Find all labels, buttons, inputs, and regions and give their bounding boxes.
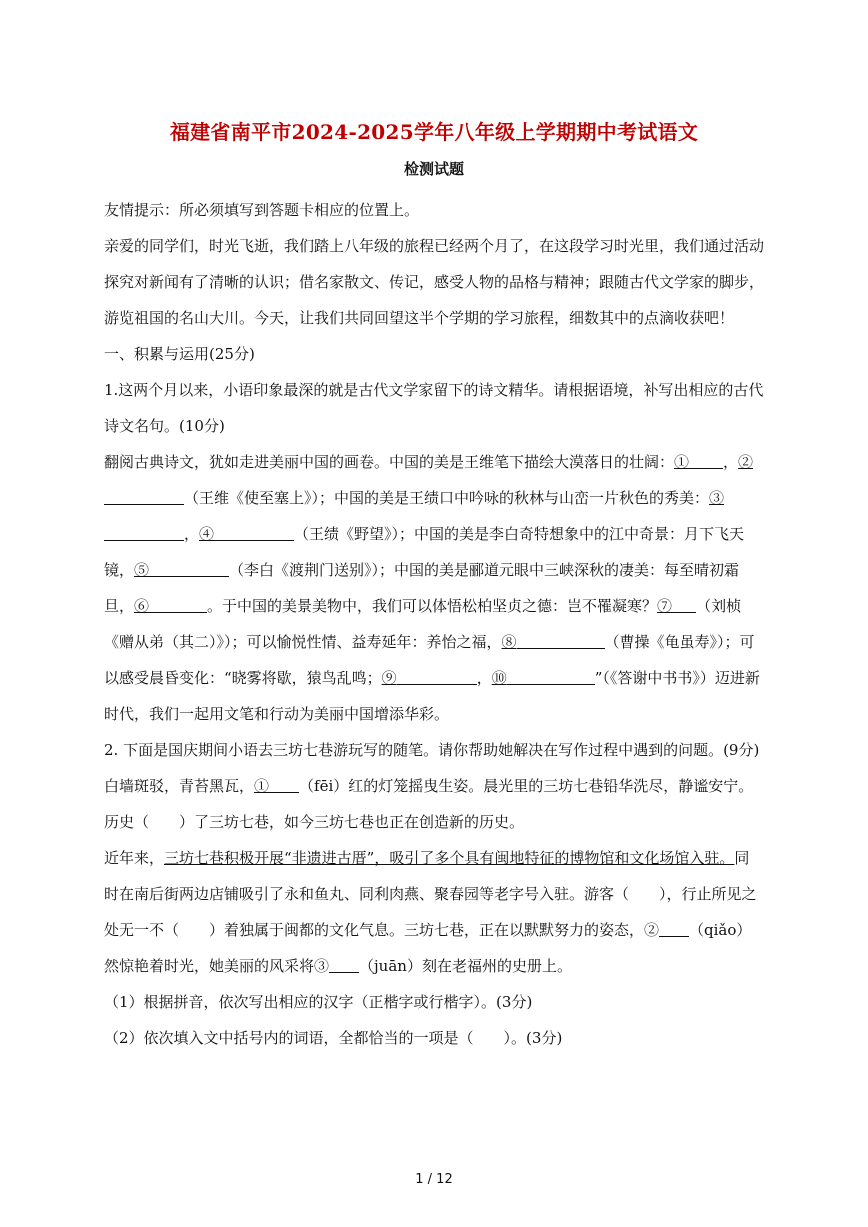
blank-10-marker: ⑩ xyxy=(491,669,507,687)
blank-4[interactable] xyxy=(214,522,294,541)
blank-7[interactable] xyxy=(672,594,696,613)
blank-3[interactable] xyxy=(104,522,184,541)
document-body xyxy=(104,192,764,1056)
sub-question-1: （1）根据拼音，依次写出相应的汉字（正楷字或行楷字）。(3分) xyxy=(104,993,533,1011)
blank-2-marker: ② xyxy=(738,453,754,471)
pinyin-blank-3-marker: ③ xyxy=(314,957,330,975)
section-heading: 一、积累与运用(25分) xyxy=(104,345,255,363)
document-subtitle: 检测试题 xyxy=(403,160,464,178)
pinyin-blank-1[interactable] xyxy=(269,774,299,793)
question-2-paragraph-2: 近年来，三坊七巷积极开展“非遗进古厝”，吸引了多个具有闽地特征的博物馆和文化场馆入驻。同时在南后街两边店铺吸引了永和鱼丸、同利肉燕、聚春园等老字号入驻。游客（ ），行止所见之处无一不（ ）着独属于闽都的文化气息。三坊七巷，正在以默默努力的姿态，② （qiǎo）然惊艳着时光，她美丽的风采将③ （juān）刻在老福州的史册上。 xyxy=(104,849,757,975)
intro-paragraph: 亲爱的同学们，时光飞逝，我们踏上八年级的旅程已经两个月了，在这段学习时光里，我们通过活动探究对新闻有了清晰的认识；借名家散文、传记，感受人物的品格与精神；跟随古代文学家的脚步，游览祖国的名山大川。今天，让我们共同回望这半个学期的学习旅程，细数其中的点滴收获吧！ xyxy=(104,237,765,327)
question-1-passage: 翻阅古典诗文，犹如走进美丽中国的画卷。中国的美是王维笔下描绘大漠落日的壮阔：① ，②（王维《使至塞上》）；中国的美是王绩口中吟咏的秋林与山峦一片秋色的秀美：③，④ （王绩《野望》）；中国的美是李白奇特想象中的江中奇景：月下飞天镜，⑤ （李白《渡荆门送别》）；中国的美是郦道元眼中三峡深秋的凄美：每至晴初霜旦，⑥ 。于中国的美景美物中，我们可以体悟松柏坚贞之德：岂不罹凝寒？⑦ （刘桢《赠从弟（其二）》）；可以愉悦性情、益寿延年：养怡之福，⑧ （曹操《龟虽寿》）；可以感受晨昏变化：“晓雾将歇，猿鸟乱鸣；⑨ ，⑩ ”（《答谢中书书》）迈进新时代，我们一起用文笔和行动为美丽中国增添华彩。 xyxy=(104,444,764,732)
pinyin-blank-3[interactable] xyxy=(329,954,359,973)
question-2-stem: 2. 下面是国庆期间小语去三坊七巷游玩写的随笔。请你帮助她解决在写作过程中遇到的问题。(9分) xyxy=(104,741,760,759)
pinyin-blank-2-marker: ② xyxy=(644,921,660,939)
question-2-paragraph-1: 白墙斑驳，青苔黑瓦，① （fēi）红的灯笼摇曳生姿。晨光里的三坊七巷铅华洗尽，静谧安宁。历史（ ）了三坊七巷，如今三坊七巷也正在创造新的历史。 xyxy=(104,768,764,840)
sub-question-2: （2）依次填入文中括号内的词语，全都恰当的一项是（ ）。(3分) xyxy=(104,1029,563,1047)
page-number: 1 / 12 xyxy=(415,1172,453,1187)
blank-4-marker: ④ xyxy=(199,525,215,543)
blank-6[interactable] xyxy=(149,594,207,613)
blank-3-marker: ③ xyxy=(709,489,725,507)
pinyin-blank-2[interactable] xyxy=(659,918,689,937)
document-title: 福建省南平市2024-2025学年八年级上学期期中考试语文 xyxy=(169,120,699,144)
blank-1[interactable] xyxy=(689,450,723,469)
blank-7-marker: ⑦ xyxy=(657,597,673,615)
blank-8[interactable] xyxy=(517,630,605,649)
blank-2[interactable] xyxy=(104,486,184,505)
blank-5-marker: ⑤ xyxy=(134,561,150,579)
blank-1-marker: ① xyxy=(674,453,690,471)
tip-text: 友情提示：所必须填写到答题卡相应的位置上。 xyxy=(104,201,420,219)
blank-9[interactable] xyxy=(397,666,477,685)
blank-6-marker: ⑥ xyxy=(134,597,150,615)
question-1-stem: 1.这两个月以来，小语印象最深的就是古代文学家留下的诗文精华。请根据语境，补写出相应的古代诗文名句。(10分) xyxy=(104,381,764,435)
blank-10[interactable] xyxy=(507,666,595,685)
pinyin-blank-1-marker: ① xyxy=(254,777,270,795)
underlined-sentence: 三坊七巷积极开展“非遗进古厝”，吸引了多个具有闽地特征的博物馆和文化场馆入驻。 xyxy=(164,849,735,867)
blank-9-marker: ⑨ xyxy=(381,669,397,687)
blank-8-marker: ⑧ xyxy=(501,633,517,651)
blank-5[interactable] xyxy=(149,558,229,577)
